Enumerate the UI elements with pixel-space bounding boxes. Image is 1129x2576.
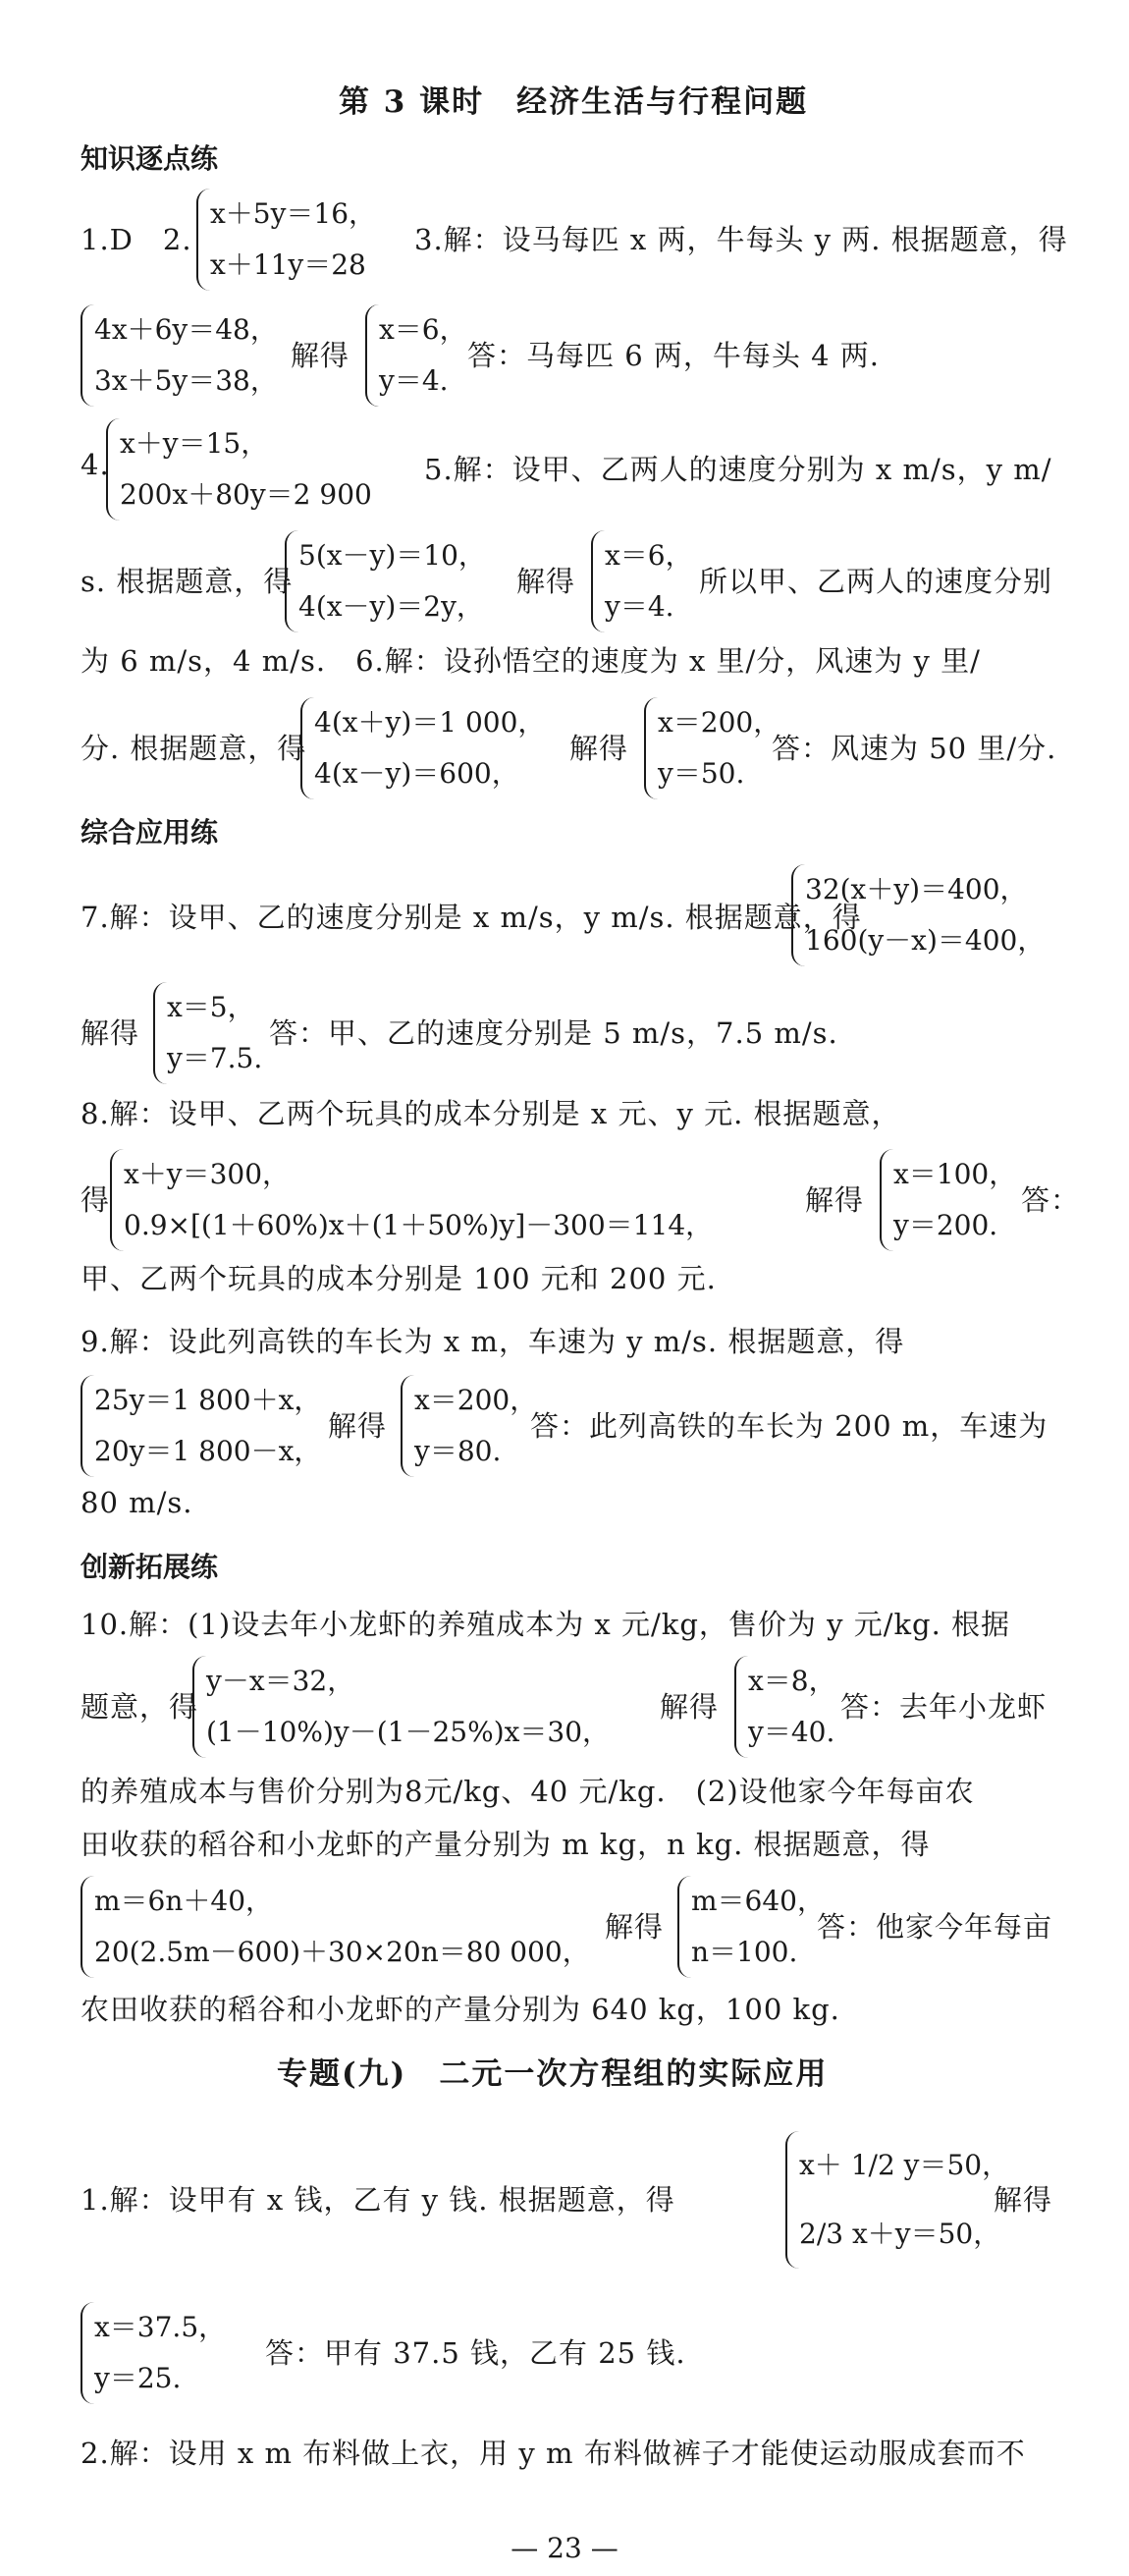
p9-answer: 答：此列高铁的车长为 200 m，车速为 xyxy=(530,1409,1048,1443)
q1-answer: 答：甲有 37.5 钱，乙有 25 钱. xyxy=(265,2336,686,2370)
page-number: — 23 — xyxy=(511,2532,618,2564)
p6-answer: 答：风速为 50 里/分. xyxy=(772,732,1057,765)
p7-equation-system xyxy=(791,864,1045,966)
p8-jiede: 解得 xyxy=(805,1183,865,1217)
p10-jiede-2: 解得 xyxy=(605,1910,665,1944)
equation-line: 4(x＋y)＝1 000， xyxy=(314,706,546,739)
special-topic-title: 专题(九) 二元一次方程组的实际应用 xyxy=(277,2056,829,2092)
solution-line: y＝25. xyxy=(94,2362,182,2394)
p5-statement: 5.解：设甲、乙两人的速度分别为 x m/s，y m/ xyxy=(424,453,1052,486)
equation-line: 4x＋6y＝48， xyxy=(94,313,278,346)
q1-statement: 1.解：设甲有 x 钱，乙有 y 钱. 根据题意，得 xyxy=(81,2183,675,2217)
p10-line2: 题意，得 xyxy=(81,1690,199,1724)
p10-equation-system-1 xyxy=(192,1656,610,1758)
p9-solution xyxy=(401,1375,537,1477)
p7-statement: 7.解：设甲、乙的速度分别是 x m/s，y m/s. 根据题意，得 xyxy=(81,901,862,934)
equation-line: (1－10%)y－(1－25%)x＝30， xyxy=(206,1716,611,1748)
p5-conclusion: 所以甲、乙两人的速度分别 xyxy=(699,565,1053,598)
p8-answer: 甲、乙两个玩具的成本分别是 100 元和 200 元. xyxy=(81,1262,717,1295)
p3-jiede: 解得 xyxy=(291,339,350,372)
equation-line: 32(x＋y)＝400， xyxy=(805,873,1028,905)
solution-line: x＝100， xyxy=(893,1158,1017,1190)
p4-equation-system xyxy=(106,418,372,521)
p6-jiede: 解得 xyxy=(569,732,629,765)
equation-line: x＋5y＝16， xyxy=(210,197,377,230)
equation-line: m＝6n＋40， xyxy=(94,1885,274,1917)
solution-line: y＝80. xyxy=(414,1435,502,1467)
p6-solution xyxy=(644,697,780,799)
equation-line: 0.9×[(1＋60%)x＋(1＋50%)y]－300＝114， xyxy=(124,1209,714,1241)
equation-line: x＋11y＝28 xyxy=(210,248,366,281)
equation-line: x＋ 1/2 y＝50， xyxy=(799,2149,1010,2181)
equation-line: 3x＋5y＝38， xyxy=(94,364,278,397)
equation-line: 25y＝1 800＋x， xyxy=(94,1384,322,1416)
p1-2-prefix: 1.D 2. xyxy=(81,223,192,256)
p10-line6: 农田收获的稻谷和小龙虾的产量分别为 640 kg，100 kg. xyxy=(81,1993,840,2026)
solution-line: n＝100. xyxy=(691,1936,798,1968)
p10-equation-system-2 xyxy=(81,1876,590,1978)
equation-line: y－x＝32， xyxy=(206,1665,355,1697)
equation-line: x＋y＝15， xyxy=(120,427,269,460)
equation-line: 20(2.5m－600)＋30×20n＝80 000， xyxy=(94,1936,590,1968)
p5-6-line: 为 6 m/s，4 m/s. 6.解：设孙悟空的速度为 x 里/分，风速为 y 里/ xyxy=(81,644,981,678)
p8-solution xyxy=(880,1149,1016,1251)
solution-line: m＝640， xyxy=(691,1885,825,1917)
p3-statement: 3.解：设马每匹 x 两，牛每头 y 两. 根据题意，得 xyxy=(414,223,1068,256)
p4-prefix: 4. xyxy=(81,448,110,481)
q1-equation-system xyxy=(785,2131,1009,2269)
equation-line: 4(x－y)＝2y， xyxy=(298,590,484,623)
solution-line: x＝6， xyxy=(605,539,693,572)
p6-equation-system xyxy=(300,697,545,799)
solution-line: x＝200， xyxy=(658,706,781,739)
p5-jiede: 解得 xyxy=(516,565,576,598)
p3-equation-system xyxy=(81,304,278,407)
solution-line: y＝200. xyxy=(893,1209,998,1241)
p10-statement: 10.解：(1)设去年小龙虾的养殖成本为 x 元/kg，售价为 y 元/kg. 根据 xyxy=(81,1608,1011,1641)
p7-jiede: 解得 xyxy=(81,1016,140,1050)
q1-solution xyxy=(81,2302,226,2404)
p9-equation-system xyxy=(81,1375,321,1477)
section-heading-innovation: 创新拓展练 xyxy=(81,1551,219,1583)
p9-answer-cont: 80 m/s. xyxy=(81,1486,193,1519)
solution-line: y＝40. xyxy=(748,1716,835,1748)
p6-line2: 分. 根据题意，得 xyxy=(81,732,307,765)
p3-answer: 答：马每匹 6 两，牛每头 4 两. xyxy=(467,339,880,372)
equation-line: x＋y＝300， xyxy=(124,1158,291,1190)
p5-equation-system xyxy=(285,530,486,632)
equation-line: 20y＝1 800－x， xyxy=(94,1435,322,1467)
section-heading-knowledge: 知识逐点练 xyxy=(81,142,219,175)
p10-line3: 的养殖成本与售价分别为8元/kg、40 元/kg. (2)设他家今年每亩农 xyxy=(81,1775,975,1808)
solution-line: y＝4. xyxy=(605,590,674,623)
p9-statement: 9.解：设此列高铁的车长为 x m，车速为 y m/s. 根据题意，得 xyxy=(81,1325,905,1358)
solution-line: x＝8， xyxy=(748,1665,836,1697)
equation-line: 200x＋80y＝2 900 xyxy=(120,478,372,511)
p10-answer-2: 答：他家今年每亩 xyxy=(817,1910,1053,1944)
equation-line: 4(x－y)＝600， xyxy=(314,757,519,790)
equation-line: 2/3 x＋y＝50， xyxy=(799,2218,1001,2250)
p8-da: 答： xyxy=(1021,1183,1081,1217)
p7-answer: 答：甲、乙的速度分别是 5 m/s，7.5 m/s. xyxy=(269,1016,838,1050)
equation-line: 160(y－x)＝400， xyxy=(805,924,1046,957)
p8-de: 得 xyxy=(81,1183,111,1217)
solution-line: y＝4. xyxy=(379,364,449,397)
equation-line: 5(x－y)＝10， xyxy=(298,539,486,572)
p10-solution-2 xyxy=(677,1876,825,1978)
solution-line: y＝50. xyxy=(658,757,745,790)
p10-line4: 田收获的稻谷和小龙虾的产量分别为 m kg，n kg. 根据题意，得 xyxy=(81,1828,931,1861)
q1-jiede: 解得 xyxy=(994,2183,1053,2217)
p10-jiede-1: 解得 xyxy=(660,1690,720,1724)
p8-statement: 8.解：设甲、乙两个玩具的成本分别是 x 元、y 元. 根据题意， xyxy=(81,1097,901,1130)
p7-solution xyxy=(153,982,262,1084)
p2-equation-system xyxy=(196,189,376,291)
q2-statement: 2.解：设用 x m 布料做上衣，用 y m 布料做裤子才能使运动服成套而不 xyxy=(81,2437,1026,2470)
section-heading-comprehensive: 综合应用练 xyxy=(81,816,219,849)
p5-solution xyxy=(591,530,693,632)
p3-solution xyxy=(365,304,467,407)
solution-line: x＝37.5， xyxy=(94,2311,227,2343)
lesson-title: 第 3 课时 经济生活与行程问题 xyxy=(339,84,809,120)
p10-answer-1: 答：去年小龙虾 xyxy=(840,1690,1048,1724)
solution-line: x＝6， xyxy=(379,313,467,346)
p8-equation-system xyxy=(110,1149,713,1251)
solution-line: x＝200， xyxy=(414,1384,538,1416)
solution-line: y＝7.5. xyxy=(167,1042,263,1074)
p5-line2: s. 根据题意，得 xyxy=(81,565,294,598)
p10-solution-1 xyxy=(734,1656,836,1758)
solution-line: x＝5， xyxy=(167,991,255,1023)
p9-jiede: 解得 xyxy=(328,1409,388,1443)
